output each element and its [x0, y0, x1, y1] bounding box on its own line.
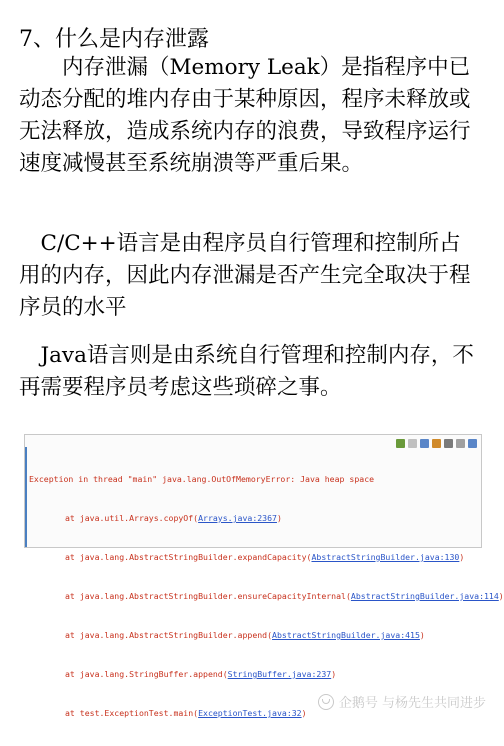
source-link[interactable]: Arrays.java:2367 — [198, 513, 277, 523]
paragraph-memory-leak-definition: 内存泄漏（Memory Leak）是指程序中已动态分配的堆内存由于某种原因，程序未释放或无法释放，造成系统内存的浪费，导致程序运行速度减慢甚至系统崩溃等严重后果。 — [19, 55, 471, 176]
paragraph-java-memory: Java语言则是由系统自行管理和控制内存，不再需要程序员考虑这些琐碎之事。 — [19, 343, 474, 400]
exception-line: Exception in thread "main" java.lang.OutOfMemoryError: Java heap space — [29, 474, 375, 484]
watermark-text: 企鹅号 与杨先生共同进步 — [338, 696, 486, 711]
source-link[interactable]: AbstractStringBuilder.java:415 — [272, 630, 420, 640]
stack-frame: at java.lang.AbstractStringBuilder.append(AbstractStringBuilder.java:415) — [65, 630, 425, 640]
source-link[interactable]: ExceptionTest.java:32 — [198, 708, 302, 718]
stack-frame: at java.lang.AbstractStringBuilder.ensureCapacityInternal(AbstractStringBuilder.java:114) — [65, 591, 504, 601]
source-link[interactable]: AbstractStringBuilder.java:130 — [311, 552, 460, 562]
penguin-logo-icon — [318, 694, 334, 710]
stack-frame: at java.util.Arrays.copyOf(Arrays.java:2367) — [65, 513, 282, 523]
paragraph-cpp-memory: C/C++语言是由程序员自行管理和控制所占用的内存，因此内存泄漏是否产生完全取决于程序员的水平 — [19, 231, 471, 320]
section-heading: 7、什么是内存泄露 — [19, 27, 209, 52]
stack-frame: at java.lang.StringBuffer.append(StringBuffer.java:237) — [65, 669, 337, 679]
source-link[interactable]: AbstractStringBuilder.java:114 — [350, 591, 499, 601]
stack-frame: at java.lang.AbstractStringBuilder.expandCapacity(AbstractStringBuilder.java:130) — [65, 552, 465, 562]
stack-frame: at test.ExceptionTest.main(ExceptionTest.java:32) — [65, 708, 307, 718]
source-link[interactable]: StringBuffer.java:237 — [227, 669, 332, 679]
watermark — [318, 692, 486, 711]
